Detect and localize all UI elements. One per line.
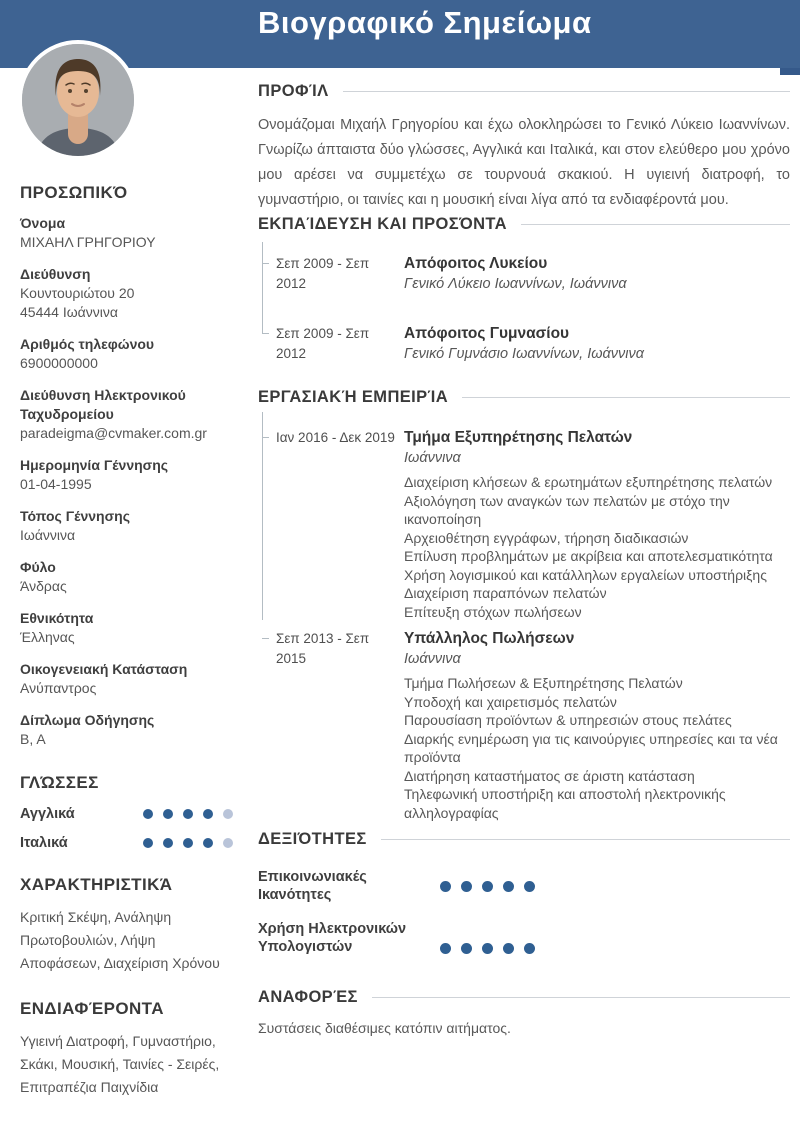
skills-heading-label: ΔΕΞΙΌΤΗΤΕΣ	[258, 830, 367, 848]
level-dot-filled	[482, 881, 493, 892]
field-value: 45444 Ιωάννινα	[20, 304, 118, 320]
skills-heading	[258, 830, 790, 848]
entry-date: Ιαν 2016 - Δεκ 2019	[276, 430, 395, 445]
entry-title: Υπάλληλος Πωλήσεων	[404, 630, 575, 647]
level-dot-filled	[183, 838, 193, 848]
level-dot-filled	[503, 943, 514, 954]
duty-item: Αξιολόγηση των αναγκών των πελατών με στόχο την ικανοποίηση	[404, 492, 730, 527]
duty-item: Αρχειοθέτηση εγγράφων, τήρηση διαδικασιών	[404, 529, 689, 546]
references-section	[258, 988, 790, 1036]
languages-section	[20, 773, 233, 851]
personal-field-name	[20, 214, 233, 252]
language-level-dots	[133, 838, 233, 848]
duty-list	[404, 674, 790, 822]
heading-rule	[372, 997, 790, 998]
entry-subtitle: Γενικό Λύκειο Ιωαννίνων, Ιωάννινα	[404, 276, 627, 292]
entry-subtitle: Ιωάννινα	[404, 450, 461, 466]
education-section	[258, 215, 790, 364]
level-dot-filled	[163, 809, 173, 819]
field-label: Οικογενειακή Κατάσταση	[20, 661, 188, 677]
skill-label: Επικοινωνιακές Ικανότητες	[258, 869, 367, 903]
skill-label: Χρήση Ηλεκτρονικών Υπολογιστών	[258, 921, 407, 955]
language-level-dots	[133, 809, 233, 819]
field-value: Ανύπαντρος	[20, 680, 97, 696]
personal-field-birthdate	[20, 456, 233, 494]
language-label: Ιταλικά	[20, 835, 68, 851]
personal-field-phone	[20, 335, 233, 373]
interests-section	[20, 999, 233, 1099]
duty-item: Διαχείριση παραπόνων πελατών	[404, 585, 607, 601]
duty-item: Τηλεφωνική υποστήριξη και αποστολή ηλεκτρονικής αλληλογραφίας	[404, 786, 726, 821]
experience-entry	[276, 428, 790, 621]
characteristics-section	[20, 875, 233, 975]
level-dot-empty	[223, 838, 233, 848]
heading-rule	[521, 224, 790, 225]
heading-rule	[343, 91, 790, 92]
main-column	[258, 82, 790, 1036]
field-value: Κουντουριώτου 20	[20, 285, 135, 301]
entry-subtitle: Γενικό Γυμνάσιο Ιωαννίνων, Ιωάννινα	[404, 346, 645, 362]
field-label: Τόπος Γέννησης	[20, 508, 130, 524]
skill-row	[258, 868, 790, 904]
personal-field-address	[20, 265, 233, 322]
field-value: paradeigma@cvmaker.com.gr	[20, 425, 207, 441]
personal-field-driving-license	[20, 711, 233, 749]
level-dot-filled	[143, 838, 153, 848]
level-dot-filled	[524, 881, 535, 892]
level-dot-empty	[223, 809, 233, 819]
education-heading	[258, 215, 790, 233]
language-row	[20, 806, 233, 822]
profile-heading	[258, 82, 790, 100]
skill-level-dots	[430, 881, 535, 892]
references-text: Συστάσεις διαθέσιμες κατόπιν αιτήματος.	[258, 1020, 511, 1036]
experience-heading-label: ΕΡΓΑΣΙΑΚΉ ΕΜΠΕΙΡΊΑ	[258, 388, 449, 406]
entry-title: Απόφοιτος Λυκείου	[404, 255, 548, 272]
entry-body	[404, 324, 790, 364]
field-value: Ιωάννινα	[20, 527, 76, 543]
level-dot-filled	[482, 943, 493, 954]
entry-date: Σεπ 2009 - Σεπ 2012	[276, 256, 370, 291]
field-value: Άνδρας	[20, 578, 67, 594]
entry-date: Σεπ 2009 - Σεπ 2012	[276, 326, 370, 361]
level-dot-filled	[461, 943, 472, 954]
profile-section	[258, 82, 790, 213]
field-value: ΜΙΧΑΗΛ ΓΡΗΓΟΡΙΟΥ	[20, 234, 156, 250]
header-corner-tab	[780, 68, 800, 75]
duty-item: Χρήση λογισμικού και κατάλληλων εργαλείων υποστήριξης	[404, 566, 767, 583]
field-label: Ημερομηνία Γέννησης	[20, 457, 169, 473]
duty-item: Παρουσίαση προϊόντων & υπηρεσιών στους πελάτες	[404, 712, 732, 728]
entry-body	[404, 428, 790, 621]
interests-text: Υγιεινή Διατροφή, Γυμναστήριο, Σκάκι, Μουσική, Ταινίες - Σειρές, Επιτραπέζια Παιχνίδια	[20, 1033, 220, 1095]
sidebar	[20, 183, 233, 1099]
profile-heading-label: ΠΡΟΦΊΛ	[258, 82, 329, 100]
language-row	[20, 835, 233, 851]
personal-field-birthplace	[20, 507, 233, 545]
personal-field-email	[20, 386, 233, 443]
entry-title: Τμήμα Εξυπηρέτησης Πελατών	[404, 429, 633, 446]
entry-title: Απόφοιτος Γυμνασίου	[404, 325, 570, 342]
personal-field-marital-status	[20, 660, 233, 698]
personal-heading: ΠΡΟΣΩΠΙΚΌ	[20, 183, 128, 202]
duty-item: Διατήρηση καταστήματος σε άριστη κατάσταση	[404, 767, 695, 784]
field-label: Δίπλωμα Οδήγησης	[20, 712, 155, 728]
experience-timeline	[262, 428, 790, 822]
entry-date: Σεπ 2013 - Σεπ 2015	[276, 631, 370, 666]
skill-row	[258, 920, 790, 956]
level-dot-filled	[143, 809, 153, 819]
education-entry	[276, 324, 790, 364]
level-dot-filled	[203, 838, 213, 848]
duty-list	[404, 473, 790, 621]
level-dot-filled	[461, 881, 472, 892]
references-heading-label: ΑΝΑΦΟΡΈΣ	[258, 988, 358, 1006]
experience-section	[258, 388, 790, 822]
field-label: Εθνικότητα	[20, 610, 94, 626]
page-title: Βιογραφικό Σημείωμα	[258, 5, 592, 40]
language-label: Αγγλικά	[20, 806, 75, 822]
level-dot-filled	[183, 809, 193, 819]
level-dot-filled	[440, 881, 451, 892]
level-dot-filled	[440, 943, 451, 954]
characteristics-text: Κριτική Σκέψη, Ανάληψη Πρωτοβουλιών, Λήψη Αποφάσεων, Διαχείριση Χρόνου	[20, 909, 220, 971]
entry-body	[404, 254, 790, 294]
field-label: Όνομα	[20, 215, 66, 231]
skills-section	[258, 830, 790, 956]
personal-field-nationality	[20, 609, 233, 647]
skill-level-dots	[430, 943, 535, 954]
field-value: 6900000000	[20, 355, 98, 371]
field-value: 01-04-1995	[20, 476, 92, 492]
duty-item: Επίτευξη στόχων πωλήσεων	[404, 603, 582, 620]
references-heading	[258, 988, 790, 1006]
education-timeline	[262, 254, 790, 364]
field-label: Διεύθυνση	[20, 266, 91, 282]
duty-item: Διαρκής ενημέρωση για τις καινούργιες υπηρεσίες και τα νέα προϊόντα	[404, 730, 778, 765]
field-label: Διεύθυνση Ηλεκτρονικού Ταχυδρομείου	[20, 387, 186, 422]
level-dot-filled	[163, 838, 173, 848]
field-value: Β, Α	[20, 731, 46, 747]
experience-entry	[276, 629, 790, 822]
heading-rule	[462, 397, 790, 398]
level-dot-filled	[203, 809, 213, 819]
experience-heading	[258, 388, 790, 406]
entry-subtitle: Ιωάννινα	[404, 651, 461, 667]
profile-photo	[18, 40, 138, 160]
duty-item: Επίλυση προβλημάτων με ακρίβεια και αποτελεσματικότητα	[404, 548, 773, 564]
level-dot-filled	[503, 881, 514, 892]
field-label: Αριθμός τηλεφώνου	[20, 336, 155, 352]
interests-heading: ΕΝΔΙΑΦΈΡΟΝΤΑ	[20, 999, 164, 1018]
duty-item: Τμήμα Πωλήσεων & Εξυπηρέτησης Πελατών	[404, 675, 683, 691]
profile-text: Ονομάζομαι Μιχαήλ Γρηγορίου και έχω ολοκληρώσει το Γενικό Λύκειο Ιωαννίνων. Γνωρίζω άπταιστα δύο γλώσσες, Αγγλικά και Ιταλικά, και στον ελεύθερο μου χρόνο μου αρέσει να συμμετέχω σε τουρνουά σκακιού. Η υγιεινή διατροφή, το γυμναστήριο, οι ταινίες και η μουσική είναι λίγα από τα ενδιαφέροντά μου.	[258, 117, 790, 208]
languages-heading: ΓΛΏΣΣΕΣ	[20, 773, 99, 792]
entry-body	[404, 629, 790, 822]
duty-item: Διαχείριση κλήσεων & ερωτημάτων εξυπηρέτησης πελατών	[404, 474, 773, 490]
field-label: Φύλο	[20, 559, 56, 575]
heading-rule	[381, 839, 790, 840]
personal-section	[20, 183, 233, 749]
characteristics-heading: ΧΑΡΑΚΤΗΡΙΣΤΙΚΆ	[20, 875, 173, 894]
field-value: Έλληνας	[20, 629, 75, 645]
duty-item: Υποδοχή και χαιρετισμός πελατών	[404, 693, 617, 710]
person-avatar-graphic	[22, 44, 134, 156]
personal-field-gender	[20, 558, 233, 596]
education-heading-label: ΕΚΠΑΊΔΕΥΣΗ ΚΑΙ ΠΡΟΣΌΝΤΑ	[258, 215, 507, 233]
education-entry	[276, 254, 790, 294]
level-dot-filled	[524, 943, 535, 954]
